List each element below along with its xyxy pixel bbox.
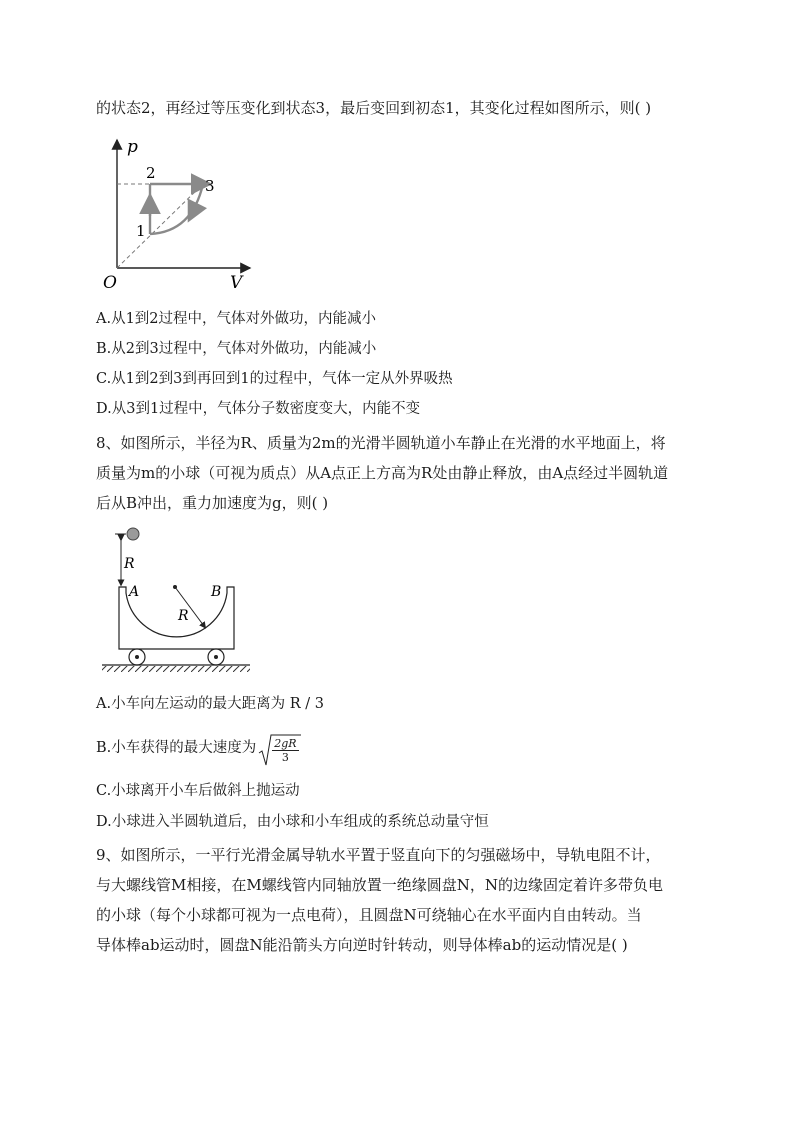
q8-option-b — [96, 730, 299, 766]
q9-stem-line-2: 与大螺线管M相接，在M螺线管内同轴放置一绝缘圆盘N，N的边缘固定着许多带负电 — [96, 876, 663, 894]
q7-option-d: D.从3到1过程中，气体分子数密度变大，内能不变 — [96, 401, 421, 417]
q9-stem-line-3: 的小球（每个小球都可视为一点电荷），且圆盘N可绕轴心在水平面内自由转动。当 — [96, 906, 642, 924]
label-r-height: R — [124, 556, 135, 572]
axis-p-label: p — [127, 137, 138, 157]
state-3-label: 3 — [205, 177, 215, 195]
q7-stem: 的状态2，再经过等压变化到状态3，最后变回到初态1，其变化过程如图所示，则( ) — [96, 99, 652, 117]
q7-option-c: C.从1到2到3到再回到1的过程中，气体一定从外界吸热 — [96, 371, 453, 387]
q7-option-a: A.从1到2过程中，气体对外做功，内能减小 — [96, 311, 377, 327]
q8-option-a: A.小车向左运动的最大距离为 R / 3 — [96, 696, 324, 712]
q8-stem-line-3: 后从B冲出，重力加速度为g，则( ) — [96, 494, 329, 512]
state-1-label: 1 — [136, 222, 146, 240]
radical-sign — [258, 733, 302, 767]
label-r-radius: R — [178, 608, 189, 624]
q8-option-b-text: B.小车获得的最大速度为 — [96, 740, 257, 756]
dashed-origin-line — [117, 184, 203, 268]
ball — [127, 528, 139, 540]
q9-stem-line-4: 导体棒ab运动时，圆盘N能沿箭头方向逆时针转动，则导体棒ab的运动情况是( ) — [96, 936, 628, 954]
pv-diagram — [100, 134, 260, 294]
q9-stem-line-1: 9、如图所示，一平行光滑金属导轨水平置于竖直向下的匀强磁场中，导轨电阻不计， — [96, 846, 661, 864]
axis-v-label: V — [230, 273, 243, 293]
q8-option-c: C.小球离开小车后做斜上抛运动 — [96, 783, 300, 799]
label-b: B — [211, 584, 222, 600]
q8-stem-line-2: 质量为m的小球（可视为质点）从A点正上方高为R处由静止释放，由A点经过半圆轨道 — [96, 464, 669, 482]
label-a: A — [129, 584, 140, 600]
fraction-numerator: 2gR — [274, 736, 297, 750]
state-2-label: 2 — [146, 164, 156, 182]
fraction-denominator: 3 — [281, 750, 289, 764]
q7-option-b: B.从2到3过程中，气体对外做功，内能减小 — [96, 341, 377, 357]
ground-hatch — [102, 666, 250, 672]
sqrt-expression — [258, 733, 298, 764]
q8-option-d: D.小球进入半圆轨道后，由小球和小车组成的系统总动量守恒 — [96, 814, 489, 830]
q8-stem-line-1: 8、如图所示，半径为R、质量为2m的光滑半圆轨道小车静止在光滑的水平地面上，将 — [96, 434, 666, 452]
origin-label: O — [103, 273, 117, 293]
cart-diagram — [100, 525, 260, 675]
